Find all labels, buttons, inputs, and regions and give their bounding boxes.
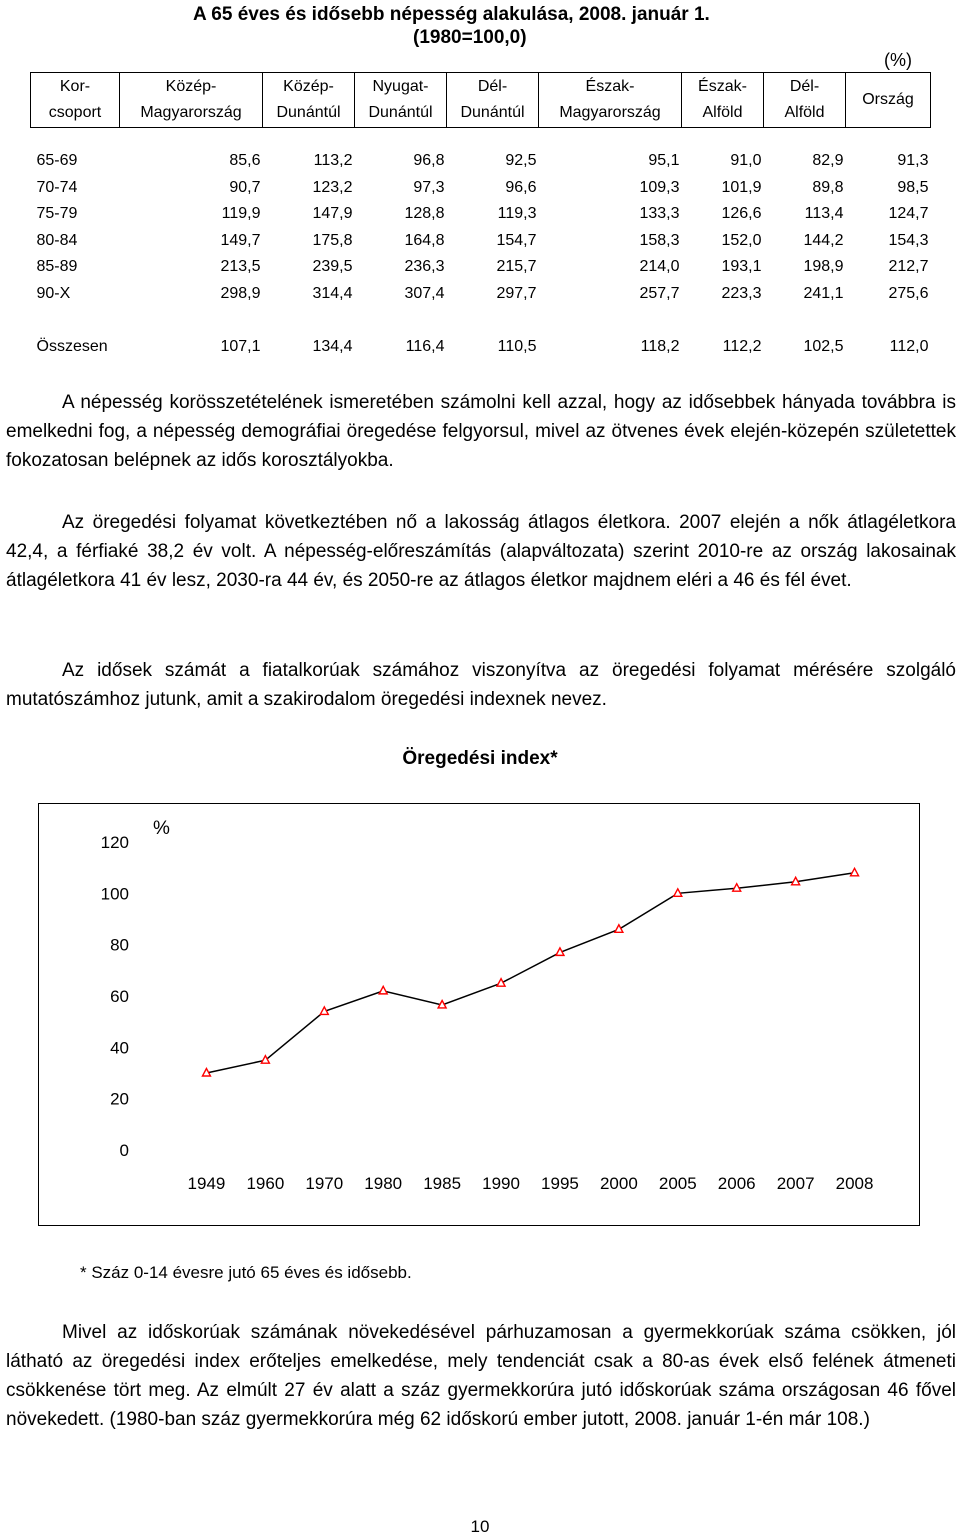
table-cell: 91,3: [897, 152, 929, 170]
chart-area: [38, 803, 920, 1226]
table-cell: 110,5: [497, 338, 537, 356]
x-tick-label: 2000: [599, 1174, 638, 1193]
table-cell: 147,9: [312, 205, 353, 223]
paragraph-2: Az öregedési folyamat következtében nő a lakosság átlagos életkora. 2007 elején a nők átlagéletkora 42,4, a férfiaké 38,2 év volt. A népesség-előreszámítás (alapváltozata) szerint 2010-re az ország lakosainak átlagéletkora 41 év lesz, 2030-ra 44 év, és 2050-re az átlagos életkor majdnem eléri a 46 és fél évet.: [6, 512, 956, 591]
table-total-row: [31, 334, 931, 361]
table-cell: 102,5: [803, 338, 844, 356]
table-cell: 101,9: [721, 178, 762, 196]
table-cell: 134,4: [312, 338, 353, 356]
table-cell: 124,7: [888, 205, 929, 223]
table-cell: 95,1: [648, 152, 680, 170]
line-chart: [39, 804, 919, 1225]
y-axis-label: %: [153, 818, 170, 839]
table-base-note: (1980=100,0): [413, 27, 527, 48]
table-cell: 75-79: [36, 205, 78, 223]
table-cell: 158,3: [639, 231, 680, 249]
table-cell: 314,4: [312, 284, 353, 302]
table-cell: 96,6: [505, 178, 537, 196]
table-cell: 119,3: [497, 205, 537, 223]
table-cell: Összesen: [36, 338, 108, 356]
paragraph-4: Mivel az időskorúak számának növekedésével párhuzamosan a gyermekkorúak száma csökken, jól látható az öregedési index erőteljes emelkedése, mely tendenciát csak a 80-as évek első felének átmeneti csökkenése tört meg. Az elmúlt 27 év alatt a száz gyermekkorúra jutó időskorúak száma országosan 46 fővel növekedett. (1980-ban száz gyermekkorúra még 62 időskorú ember jutott, 2008. január 1-én már 108.): [6, 1322, 956, 1430]
table-cell: 107,1: [220, 338, 261, 356]
table-cell: 215,7: [496, 258, 537, 276]
table-cell: 123,2: [312, 178, 353, 196]
table-cell: 164,8: [404, 231, 445, 249]
column-header: Dél- Dunántúl: [447, 73, 539, 128]
column-header: Észak- Magyarország: [539, 73, 682, 128]
table-cell: 212,7: [888, 258, 929, 276]
table-cell: 116,4: [405, 338, 445, 356]
population-table: [30, 72, 931, 361]
table-cell: 113,4: [804, 205, 844, 223]
table-cell: 236,3: [404, 258, 445, 276]
y-tick-label: 80: [110, 935, 129, 955]
table-cell: 109,3: [639, 178, 680, 196]
table-cell: 144,2: [803, 231, 844, 249]
unit-label: (%): [884, 50, 912, 70]
y-tick-label: 0: [119, 1141, 129, 1160]
table-title: A 65 éves és idősebb népesség alakulása, 2008. január 1.: [193, 4, 710, 25]
table-cell: 239,5: [312, 258, 353, 276]
table-cell: 152,0: [721, 231, 762, 249]
table-cell: 214,0: [639, 258, 680, 276]
table-cell: 113,2: [313, 152, 353, 170]
table-cell: 112,0: [889, 338, 929, 356]
table-cell: 213,5: [220, 258, 261, 276]
series-line: [207, 873, 855, 1073]
x-tick-label: 1995: [541, 1174, 579, 1193]
table-cell: 133,3: [639, 205, 680, 223]
data-point-marker: [851, 868, 859, 876]
table-cell: 275,6: [888, 284, 929, 302]
table-cell: 85,6: [229, 152, 261, 170]
table-cell: 92,5: [505, 152, 537, 170]
table-cell: 82,9: [812, 152, 844, 170]
table-cell: 96,8: [413, 152, 445, 170]
y-tick-label: 60: [110, 987, 129, 1006]
table-cell: 90-X: [36, 284, 71, 302]
table-row: [31, 281, 931, 308]
table-cell: 193,1: [721, 258, 762, 276]
table-cell: 126,6: [721, 205, 762, 223]
column-header: Ország: [846, 73, 931, 128]
x-tick-label: 1960: [246, 1174, 285, 1193]
table-cell: 90,7: [229, 178, 261, 196]
x-tick-label: 1985: [423, 1174, 462, 1193]
table-cell: 118,2: [640, 338, 680, 356]
column-header: Közép- Dunántúl: [263, 73, 355, 128]
page-number: 10: [470, 1517, 490, 1536]
table-cell: 298,9: [220, 284, 261, 302]
x-tick-label: 1970: [305, 1174, 344, 1193]
table-cell: 241,1: [803, 284, 844, 302]
y-tick-label: 100: [100, 884, 129, 904]
column-header: Észak- Alföld: [682, 73, 764, 128]
table-cell: 112,2: [722, 338, 762, 356]
x-tick-label: 1980: [364, 1174, 403, 1193]
table-cell: 91,0: [730, 152, 762, 170]
column-header: Dél- Alföld: [764, 73, 846, 128]
table-row: [31, 254, 931, 281]
table-cell: 119,9: [221, 205, 261, 223]
table-row: [31, 201, 931, 228]
y-tick-label: 120: [100, 833, 129, 852]
table-header-row: [31, 73, 931, 128]
data-point-marker: [379, 986, 387, 994]
table-cell: 70-74: [36, 178, 78, 196]
table-row: [31, 148, 931, 175]
column-header: Közép- Magyarország: [120, 73, 263, 128]
table-cell: 97,3: [413, 178, 445, 196]
table-cell: 80-84: [36, 231, 78, 249]
table-cell: 307,4: [404, 284, 445, 302]
table-cell: 223,3: [721, 284, 762, 302]
table-cell: 198,9: [803, 258, 844, 276]
paragraph-3: Az idősek számát a fiatalkorúak számához viszonyítva az öregedési folyamat mérésére szolgáló mutatószámhoz jutunk, amit a szakirodalom öregedési indexnek nevez.: [6, 660, 956, 710]
x-tick-label: 2005: [658, 1174, 697, 1193]
table-cell: 257,7: [639, 284, 680, 302]
table-cell: 65-69: [36, 152, 78, 170]
chart-footnote: * Száz 0-14 évesre jutó 65 éves és idősebb.: [80, 1263, 412, 1282]
table-cell: 297,7: [496, 284, 537, 302]
table-cell: 89,8: [812, 178, 844, 196]
x-tick-label: 2008: [835, 1174, 874, 1193]
table-cell: 128,8: [404, 205, 445, 223]
chart-title: Öregedési index*: [402, 748, 558, 769]
table-row: [31, 175, 931, 202]
y-tick-label: 20: [110, 1089, 129, 1109]
column-header: Nyugat- Dunántúl: [355, 73, 447, 128]
table-cell: 154,3: [888, 231, 929, 249]
paragraph-1: A népesség korösszetételének ismeretében számolni kell azzal, hogy az idősebbek hányada továbbra is emelkedni fog, a népesség demográfiai öregedése felgyorsul, mivel az ötvenes évek elején-közepén születettek fokozatosan belépnek az idős korosztályokba.: [6, 392, 956, 471]
x-tick-label: 2007: [776, 1174, 815, 1193]
table-cell: 85-89: [36, 258, 78, 276]
column-header: Kor- csoport: [31, 73, 120, 128]
table-cell: 98,5: [897, 178, 929, 196]
table-cell: 175,8: [312, 231, 353, 249]
data-point-marker: [615, 925, 623, 933]
table-row: [31, 228, 931, 255]
x-tick-label: 1990: [482, 1174, 520, 1193]
y-tick-label: 40: [110, 1038, 129, 1058]
x-tick-label: 1949: [187, 1174, 226, 1193]
table-cell: 149,7: [220, 231, 261, 249]
data-point-marker: [261, 1056, 269, 1064]
x-tick-label: 2006: [717, 1174, 756, 1193]
table-cell: 154,7: [496, 231, 537, 249]
